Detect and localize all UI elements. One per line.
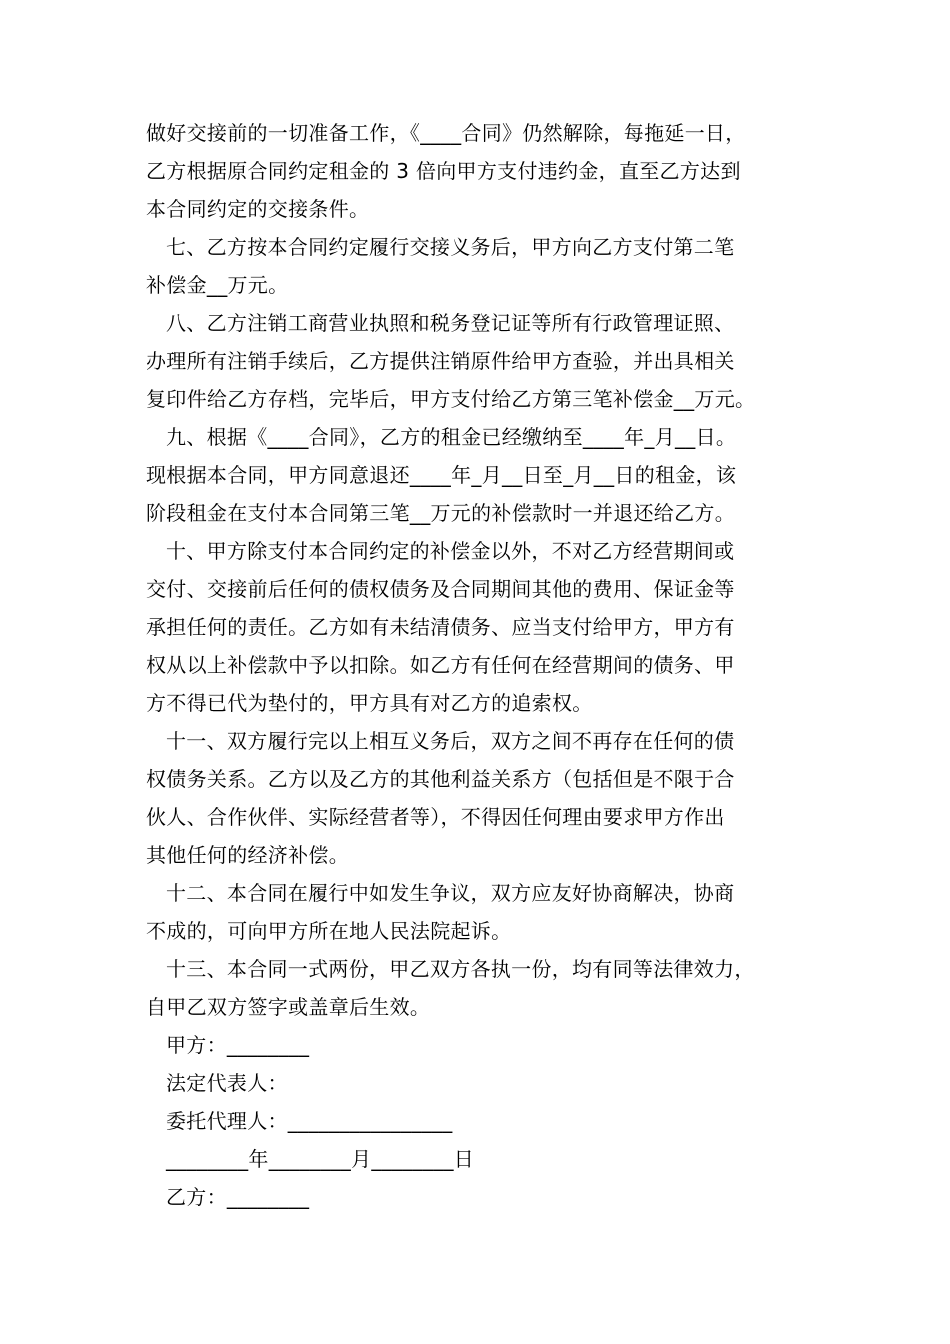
text-line: 复印件给乙方存档，完毕后，甲方支付给乙方第三笔补偿金__万元。 <box>146 387 756 411</box>
text-line: 权从以上补偿款中予以扣除。如乙方有任何在经营期间的债务、甲 <box>146 653 735 677</box>
clause-8-line: 八、乙方注销工商营业执照和税务登记证等所有行政管理证照、 <box>166 311 735 335</box>
legal-representative-label: 法定代表人： <box>166 1071 288 1095</box>
agent-signature: 委托代理人：________________ <box>166 1109 453 1133</box>
text-line: 权债务关系。乙方以及乙方的其他利益关系方（包括但是不限于合 <box>146 767 735 791</box>
clause-10-line: 十、甲方除支付本合同约定的补偿金以外，不对乙方经营期间或 <box>166 539 735 563</box>
text-line: 方不得已代为垫付的，甲方具有对乙方的追索权。 <box>146 691 593 715</box>
clause-12-line: 十二、本合同在履行中如发生争议，双方应友好协商解决，协商 <box>166 881 735 905</box>
clause-7-line: 七、乙方按本合同约定履行交接义务后，甲方向乙方支付第二笔 <box>166 235 735 259</box>
text-line: 补偿金__万元。 <box>146 273 289 297</box>
text-line: 其他任何的经济补偿。 <box>146 843 349 867</box>
party-b-signature: 乙方：________ <box>166 1185 310 1209</box>
contract-body <box>146 114 826 1216</box>
text-line: 阶段租金在支付本合同第三笔__万元的补偿款时一并退还给乙方。 <box>146 501 735 525</box>
text-line: 做好交接前的一切准备工作，《____合同》仍然解除，每拖延一日， <box>146 121 746 145</box>
text-line: 不成的，可向甲方所在地人民法院起诉。 <box>146 919 512 943</box>
clause-11-line: 十一、双方履行完以上相互义务后，双方之间不再存在任何的债 <box>166 729 735 753</box>
text-line: 乙方根据原合同约定租金的 3 倍向甲方支付违约金，直至乙方达到 <box>146 159 741 183</box>
text-line: 办理所有注销手续后，乙方提供注销原件给甲方查验，并出具相关 <box>146 349 735 373</box>
clause-9-line: 九、根据《____合同》，乙方的租金已经缴纳至____年_月__日。 <box>166 425 737 449</box>
clause-13-line: 十三、本合同一式两份，甲乙双方各执一份，均有同等法律效力， <box>166 957 755 981</box>
signature-date: ________年________月________日 <box>166 1147 475 1171</box>
text-line: 承担任何的责任。乙方如有未结清债务、应当支付给甲方，甲方有 <box>146 615 735 639</box>
text-line: 现根据本合同，甲方同意退还____年_月__日至_月__日的租金，该 <box>146 463 737 487</box>
text-line: 交付、交接前后任何的债权债务及合同期间其他的费用、保证金等 <box>146 577 735 601</box>
text-line: 伙人、合作伙伴、实际经营者等），不得因任何理由要求甲方作出 <box>146 805 725 829</box>
text-line: 本合同约定的交接条件。 <box>146 197 370 221</box>
party-a-signature: 甲方：________ <box>166 1033 310 1057</box>
text-line: 自甲乙双方签字或盖章后生效。 <box>146 995 431 1019</box>
